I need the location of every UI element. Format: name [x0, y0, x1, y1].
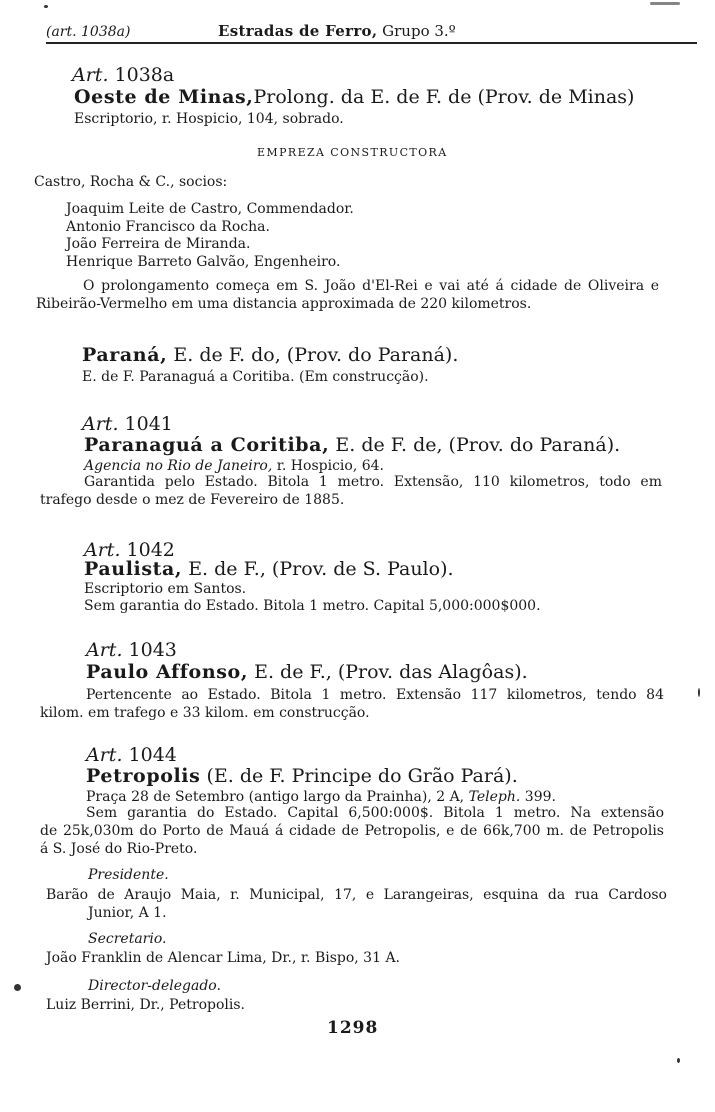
- role-label-director: Director-delegado.: [88, 978, 221, 994]
- art-word: Art.: [86, 639, 123, 661]
- address-text: 399.: [524, 789, 556, 805]
- entry-agency: [84, 458, 384, 474]
- entry-line: Escriptorio em Santos.: [84, 581, 247, 597]
- art-number: 1038a: [114, 64, 175, 86]
- paragraph-line: Garantida pelo Estado. Bitola 1 metro. Extensão, 110 kilometros, todo em: [84, 474, 662, 490]
- entry-title-petropolis: [86, 765, 518, 787]
- entry-title-oeste-de-minas: [74, 86, 634, 108]
- entry-title-paulista: [84, 558, 454, 580]
- role-label-presidente: Presidente.: [88, 867, 169, 883]
- article-label-1044: [86, 744, 177, 766]
- entry-title-bold: Petropolis: [86, 765, 201, 787]
- art-word: Art.: [82, 413, 119, 435]
- paragraph-line: kilom. em trafego e 33 kilom. em construcção.: [40, 705, 370, 721]
- paragraph-line: Barão de Araujo Maia, r. Municipal, 17, e Larangeiras, esquina da rua Cardoso: [46, 887, 667, 903]
- paragraph-line: trafego desde o mez de Fevereiro de 1885.: [40, 492, 345, 508]
- paragraph-line: á S. José do Rio-Preto.: [40, 841, 198, 857]
- art-number: 1042: [126, 539, 175, 561]
- entry-line: E. de F. Paranaguá a Coritiba. (Em construcção).: [82, 369, 429, 385]
- agency-italic: Agencia no Rio de Janeiro,: [84, 458, 273, 474]
- entry-title-parana: [82, 344, 458, 366]
- entry-title-rest: (E. de F. Principe do Grão Pará).: [206, 765, 518, 787]
- entry-line: Sem garantia do Estado. Bitola 1 metro. Capital 5,000:000$000.: [84, 598, 541, 614]
- entry-title-rest: E. de F. de, (Prov. do Paraná).: [335, 434, 621, 456]
- article-label-1043: [86, 639, 177, 661]
- art-word: Art.: [72, 64, 109, 86]
- paragraph-presidente: [46, 886, 667, 922]
- scan-speck: [698, 688, 700, 697]
- director-line: Luiz Berrini, Dr., Petropolis.: [46, 997, 245, 1013]
- paragraph-1044: [40, 804, 664, 858]
- role-label-secretario: Secretario.: [88, 931, 167, 947]
- paragraph-1041: [40, 473, 662, 509]
- entry-title-paranagua-coritiba: [84, 434, 620, 456]
- entry-title-bold: Oeste de Minas,: [74, 86, 254, 108]
- art-number: 1041: [124, 413, 173, 435]
- header-rule: [46, 42, 697, 44]
- art-word: Art.: [86, 744, 123, 766]
- scan-speck: [677, 1058, 680, 1063]
- paragraph-1043: [40, 686, 664, 722]
- paragraph-prolongamento: [36, 277, 659, 313]
- running-head-rest: Grupo 3.º: [382, 22, 456, 40]
- page-number: 1298: [327, 1018, 379, 1038]
- entry-address: [86, 789, 556, 805]
- paragraph-line: Sem garantia do Estado. Capital 6,500:000$. Bitola 1 metro. Na extensão: [86, 805, 664, 821]
- paragraph-line: Ribeirão-Vermelho em uma distancia approximada de 220 kilometros.: [36, 296, 532, 312]
- article-label-1038a: [72, 64, 174, 86]
- entry-title-rest: Prolong. da E. de F. de (Prov. de Minas): [253, 86, 635, 108]
- entry-title-rest: E. de F., (Prov. de S. Paulo).: [188, 558, 454, 580]
- entry-title-bold: Paranaguá a Coritiba,: [84, 434, 330, 456]
- entry-title-bold: Paraná,: [82, 344, 168, 366]
- paragraph-line: de 25k,030m do Porto de Mauá á cidade de Petropolis, e de 66k,700 m. de Petropolis: [40, 823, 664, 839]
- agency-rest: r. Hospicio, 64.: [276, 458, 384, 474]
- art-word: Art.: [84, 539, 121, 561]
- scan-speck: [44, 5, 48, 8]
- section-caption: EMPREZA CONSTRUCTORA: [257, 146, 448, 159]
- scan-speck: [650, 2, 680, 5]
- firm-name: Castro, Rocha & C., socios:: [34, 174, 228, 190]
- paragraph-line: O prolongamento começa em S. João d'El-Rei e vai até á cidade de Oliveira e: [83, 278, 659, 294]
- art-number: 1043: [128, 639, 177, 661]
- address-italic: Teleph.: [468, 789, 521, 805]
- scan-speck: [14, 984, 21, 991]
- entry-title-bold: Paulista,: [84, 558, 183, 580]
- secretario-line: João Franklin de Alencar Lima, Dr., r. Bispo, 31 A.: [46, 950, 401, 966]
- partner-line: Antonio Francisco da Rocha.: [66, 219, 270, 235]
- partner-line: Henrique Barreto Galvão, Engenheiro.: [66, 254, 341, 270]
- article-label-1041: [82, 413, 173, 435]
- partner-line: João Ferreira de Miranda.: [66, 236, 251, 252]
- paragraph-line: Junior, A 1.: [88, 905, 167, 921]
- entry-title-rest: E. de F. do, (Prov. do Paraná).: [173, 344, 459, 366]
- address-text: Praça 28 de Setembro (antigo largo da Prainha), 2 A,: [86, 789, 465, 805]
- entry-title-paulo-affonso: [86, 661, 528, 683]
- entry-title-bold: Paulo Affonso,: [86, 661, 249, 683]
- entry-title-rest: E. de F., (Prov. das Alagôas).: [254, 661, 528, 683]
- partner-line: Joaquim Leite de Castro, Commendador.: [66, 201, 354, 217]
- running-head-bold: Estradas de Ferro,: [218, 22, 378, 40]
- header-article-ref: (art. 1038a): [46, 24, 131, 40]
- running-head: [218, 22, 456, 40]
- paragraph-line: Pertencente ao Estado. Bitola 1 metro. Extensão 117 kilometros, tendo 84: [86, 687, 664, 703]
- entry-address: Escriptorio, r. Hospicio, 104, sobrado.: [74, 111, 344, 127]
- art-number: 1044: [128, 744, 177, 766]
